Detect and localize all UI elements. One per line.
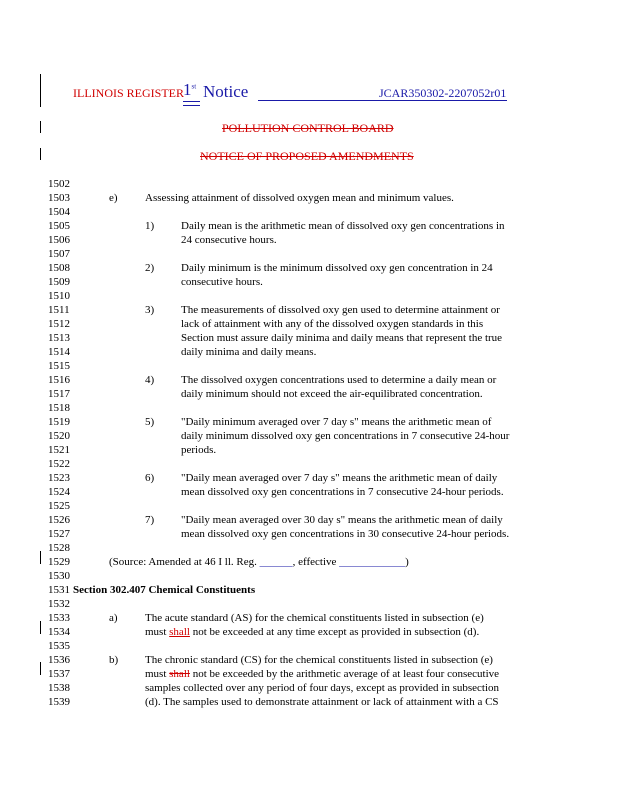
line-number: 1525 — [48, 500, 70, 512]
line-number: 1537 — [48, 668, 70, 680]
line-number: 1515 — [48, 360, 70, 372]
item-4-label: 4) — [145, 374, 155, 386]
section-heading: Section 302.407 Chemical Constituents — [73, 584, 256, 596]
item-7-text: mean dissolved oxy gen concentrations in 30 consecutive 24-hour periods. — [181, 528, 510, 540]
subsection-b-text: The chronic standard (CS) for the chemical constituents listed in subsection (e) — [145, 654, 493, 666]
item-2-text: Daily minimum is the minimum dissolved oxy gen concentration in 24 — [181, 262, 493, 274]
item-5-text: "Daily minimum averaged over 7 day s" means the arithmetic mean of — [181, 416, 492, 428]
item-5-text: daily minimum dissolved oxy gen concentrations in 7 consecutive 24-hour — [181, 430, 510, 442]
item-3-label: 3) — [145, 304, 155, 316]
item-5-text: periods. — [181, 444, 217, 456]
subsection-e-text: Assessing attainment of dissolved oxygen mean and minimum values. — [145, 192, 454, 204]
line-number: 1512 — [48, 318, 70, 330]
line-number: 1502 — [48, 178, 70, 190]
line-number: 1517 — [48, 388, 70, 400]
item-3-text: Section must assure daily minima and daily means that represent the true — [181, 332, 503, 344]
item-3-text: The measurements of dissolved oxy gen used to determine attainment or — [181, 304, 500, 316]
item-3-text: daily minima and daily means. — [181, 346, 317, 358]
subsection-b-rest: not be exceeded by the arithmetic average of at least four consecutive — [189, 668, 500, 680]
register-title: ILLINOIS REGISTER — [73, 86, 184, 100]
subsection-e-label: e) — [109, 192, 118, 204]
line-number: 1516 — [48, 374, 70, 386]
line-number: 1514 — [48, 346, 70, 358]
source-note-mid: , effective — [292, 556, 337, 568]
line-number: 1538 — [48, 682, 70, 694]
source-effective-blank: ____________ — [339, 556, 406, 568]
line-number: 1513 — [48, 332, 70, 344]
line-number: 1522 — [48, 458, 70, 470]
item-4-text: The dissolved oxygen concentrations used to determine a daily mean or — [181, 374, 497, 386]
subsection-b-text — [145, 667, 499, 681]
line-number: 1535 — [48, 640, 70, 652]
item-5-label: 5) — [145, 416, 155, 428]
subsection-b-label: b) — [109, 654, 119, 666]
item-6-label: 6) — [145, 472, 155, 484]
line-number: 1529 — [48, 556, 70, 568]
subsection-b-must: must — [145, 668, 170, 680]
subsection-a-text — [145, 625, 479, 639]
item-7-label: 7) — [145, 514, 155, 526]
line-number: 1519 — [48, 416, 70, 428]
source-note-suffix: ) — [405, 556, 409, 568]
line-number: 1509 — [48, 276, 70, 288]
change-bar-notice — [40, 148, 41, 160]
source-note — [109, 555, 409, 569]
item-7-text: "Daily mean averaged over 30 day s" means the arithmetic mean of daily — [181, 514, 503, 526]
item-1-label: 1) — [145, 220, 155, 232]
change-bar-1537 — [40, 662, 41, 675]
line-number: 1536 — [48, 654, 70, 666]
subsection-b-text: samples collected over any period of four days, except as provided in subsection — [145, 682, 500, 694]
item-3-text: lack of attainment with any of the dissolved oxygen standards in this — [181, 318, 484, 330]
item-4-text: daily minimum should not exceed the air-equilibrated concentration. — [181, 388, 483, 400]
subsection-a-must: must — [145, 626, 170, 638]
item-6-text: mean dissolved oxy gen concentrations in 7 consecutive 24-hour periods. — [181, 486, 504, 498]
line-number: 1531 — [48, 584, 70, 596]
change-bar-board — [40, 121, 41, 133]
board-name: POLLUTION CONTROL BOARD — [222, 121, 394, 135]
line-number: 1539 — [48, 696, 70, 708]
notice-type: NOTICE OF PROPOSED AMENDMENTS — [200, 149, 414, 163]
source-note-prefix: (Source: Amended at 46 I ll. Reg. — [109, 556, 257, 568]
line-number: 1521 — [48, 444, 70, 456]
subsection-b-text: (d). The samples used to demonstrate attainment or lack of attainment with a CS — [145, 696, 499, 708]
item-2-text: consecutive hours. — [181, 276, 263, 288]
line-number: 1528 — [48, 542, 70, 554]
line-number: 1504 — [48, 206, 70, 218]
line-number: 1506 — [48, 234, 70, 246]
line-number: 1507 — [48, 248, 70, 260]
subsection-a-label: a) — [109, 612, 118, 624]
line-number: 1533 — [48, 612, 70, 624]
page-mark-rule — [183, 101, 200, 106]
subsection-a-text: The acute standard (AS) for the chemical constituents listed in subsection (e) — [145, 612, 484, 624]
line-number: 1518 — [48, 402, 70, 414]
line-number: 1524 — [48, 486, 70, 498]
line-number: 1534 — [48, 626, 70, 638]
notice-heading: Notice — [203, 82, 249, 101]
line-number: 1527 — [48, 528, 70, 540]
line-number: 1505 — [48, 220, 70, 232]
document-id: JCAR350302-2207052r01 — [379, 86, 507, 100]
inserted-shall: shall — [169, 626, 190, 638]
change-bar-header — [40, 74, 41, 107]
line-number: 1526 — [48, 514, 70, 526]
item-1-text: 24 consecutive hours. — [181, 234, 277, 246]
line-number: 1503 — [48, 192, 70, 204]
line-number: 1520 — [48, 430, 70, 442]
line-number: 1510 — [48, 290, 70, 302]
change-bar-1529 — [40, 551, 41, 564]
item-2-label: 2) — [145, 262, 155, 274]
item-1-text: Daily mean is the arithmetic mean of dissolved oxy gen concentrations in — [181, 220, 505, 232]
page-mark-superscript: st — [191, 82, 197, 91]
change-bar-1534 — [40, 621, 41, 634]
line-number: 1532 — [48, 598, 70, 610]
deleted-shall: shall — [169, 668, 190, 680]
line-number: 1508 — [48, 262, 70, 274]
subsection-a-rest: not be exceeded at any time except as provided in subsection (d). — [189, 626, 480, 638]
page-mark-number: 1 — [183, 80, 192, 99]
page-mark — [183, 80, 196, 100]
line-number: 1511 — [48, 304, 70, 316]
item-6-text: "Daily mean averaged over 7 day s" means the arithmetic mean of daily — [181, 472, 498, 484]
source-volume-blank: ______ — [259, 556, 293, 568]
line-number: 1530 — [48, 570, 70, 582]
line-number: 1523 — [48, 472, 70, 484]
